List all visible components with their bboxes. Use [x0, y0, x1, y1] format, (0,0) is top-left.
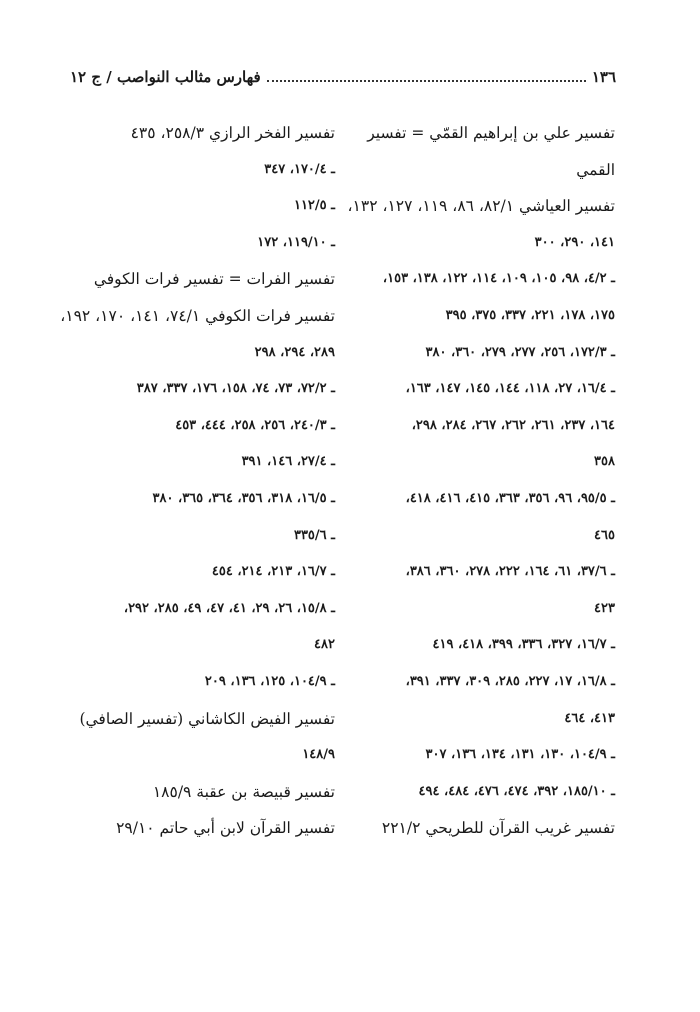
- index-reference-line: ـ ١٧٢/٣، ٢٥٦، ٢٧٧، ٢٧٩، ٣٦٠، ٣٨٠: [425, 344, 615, 360]
- index-entry: تفسير فرات الكوفي ٧٤/١، ١٤١، ١٧٠، ١٩٢،: [60, 306, 335, 325]
- index-entry: القمي: [576, 160, 615, 179]
- index-entry: تفسير الفيض الكاشاني (تفسير الصافي): [79, 709, 335, 728]
- index-entry: تفسير علي بن إبراهيم القمّي = تفسير: [367, 124, 615, 142]
- index-reference-line: ـ ١٠٤/٩، ١٢٥، ١٣٦، ٢٠٩: [204, 673, 335, 689]
- index-reference-line: ـ ٩٥/٥، ٩٦، ٣٥٦، ٣٦٣، ٤١٥، ٤١٦، ٤١٨،: [405, 490, 615, 506]
- index-reference-line: ـ ١١٢/٥: [293, 198, 335, 214]
- dotted-leader: [267, 80, 586, 82]
- index-reference-line: ـ ١٥/٨، ٢٦، ٢٩، ٤١، ٤٧، ٤٩، ٢٨٥، ٢٩٢،: [123, 600, 335, 616]
- index-entry: تفسير غريب القرآن للطريحي ٢٢١/٢: [381, 819, 615, 838]
- index-reference-line: ـ ٣٧/٦، ٦١، ١٦٤، ٢٢٢، ٢٧٨، ٣٦٠، ٣٨٦،: [405, 564, 615, 580]
- index-reference-line: ـ ٣٣٥/٦: [293, 527, 335, 543]
- index-entry: تفسير القرآن لابن أبي حاتم ٢٩/١٠: [116, 819, 335, 838]
- index-entry: تفسير الفرات = تفسير فرات الكوفي: [93, 270, 335, 289]
- index-reference-line: ـ ١٠٤/٩، ١٣٠، ١٣١، ١٣٤، ١٣٦، ٣٠٧: [425, 747, 615, 763]
- index-reference-line: ـ ١٧٠/٤، ٣٤٧: [264, 161, 335, 177]
- page-number: ١٣٦: [591, 68, 616, 86]
- index-reference-line: ـ ٧٢/٢، ٧٣، ٧٤، ١٥٨، ١٧٦، ٣٣٧، ٣٨٧: [136, 381, 335, 397]
- index-reference-line: ٤٢٣: [594, 600, 615, 616]
- index-reference-line: ـ ٤/٢، ٩٨، ١٠٥، ١٠٩، ١١٤، ١٢٢، ١٣٨، ١٥٣،: [382, 271, 615, 287]
- index-reference-line: ـ ٢٤٠/٣، ٢٥٦، ٢٥٨، ٤٤٤، ٤٥٣: [175, 417, 335, 433]
- index-reference-line: ـ ٢٧/٤، ١٤٦، ٣٩١: [241, 454, 335, 470]
- index-reference-line: ـ ١٦/٤، ٢٧، ١١٨، ١٤٤، ١٤٥، ١٤٧، ١٦٣،: [405, 381, 615, 397]
- index-entry: تفسير العياشي ٨٢/١، ٨٦، ١١٩، ١٢٧، ١٣٢،: [347, 197, 615, 216]
- index-reference-line: ٤٦٥: [594, 527, 615, 543]
- index-reference-line: ـ ١٨٥/١٠، ٣٩٢، ٤٧٤، ٤٧٦، ٤٨٤، ٤٩٤: [418, 783, 615, 799]
- index-reference-line: ٢٨٩، ٢٩٤، ٢٩٨: [254, 344, 335, 360]
- index-reference-line: ـ ١٦/٨، ١٧، ٢٢٧، ٢٨٥، ٣٠٩، ٣٣٧، ٣٩١،: [405, 673, 615, 689]
- index-reference-line: ٣٥٨: [594, 454, 615, 470]
- index-reference-line: ١٤١، ٢٩٠، ٣٠٠: [534, 234, 615, 250]
- index-reference-line: ـ ١٦/٧، ٣٢٧، ٣٣٦، ٣٩٩، ٤١٨، ٤١٩: [432, 637, 615, 653]
- index-reference-line: ـ ١٦/٧، ٢١٣، ٢١٤، ٤٥٤: [211, 564, 335, 580]
- index-reference-line: ١٤٨/٩: [302, 747, 335, 763]
- index-entry: تفسير الفخر الرازي ٢٥٨/٣، ٤٣٥: [130, 124, 335, 142]
- index-reference-line: ١٧٥، ١٧٨، ٢٢١، ٣٣٧، ٣٧٥، ٣٩٥: [445, 307, 615, 323]
- running-title: فهارس مثالب النواصب / ج ١٢: [70, 68, 261, 86]
- index-reference-line: ـ ١١٩/١٠، ١٧٢: [257, 234, 335, 250]
- page-header: [70, 66, 616, 88]
- left-column: [60, 115, 335, 847]
- index-reference-line: ـ ١٦/٥، ٣١٨، ٣٥٦، ٣٦٤، ٣٦٥، ٣٨٠: [152, 490, 335, 506]
- index-reference-line: ١٦٤، ٢٣٧، ٢٦١، ٢٦٢، ٢٦٧، ٢٨٤، ٢٩٨،: [411, 417, 615, 433]
- index-entry: تفسير قبيصة بن عقبة ١٨٥/٩: [152, 782, 335, 801]
- index-reference-line: ٤١٣، ٤٦٤: [564, 710, 615, 726]
- right-column: [347, 115, 615, 847]
- index-reference-line: ٤٨٢: [314, 637, 335, 653]
